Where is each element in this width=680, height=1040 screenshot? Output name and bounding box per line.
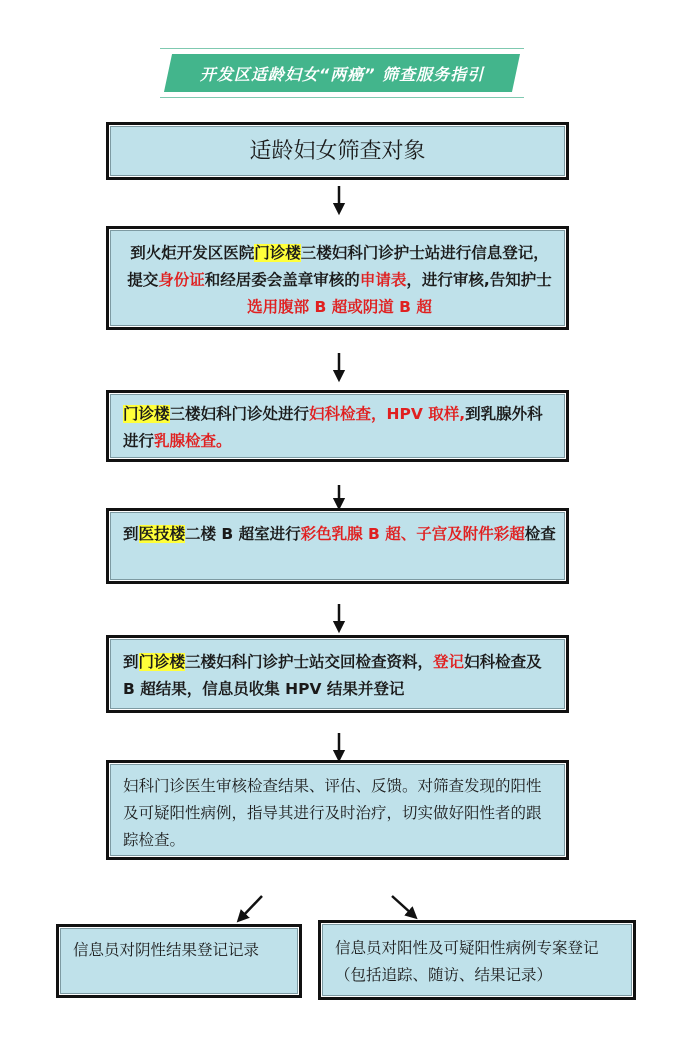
step-registration-box: [106, 226, 569, 330]
positive-result-text: 信息员对阳性及可疑阳性病例专案登记（包括追踪、随访、结果记录）: [335, 939, 599, 984]
step1-highlight-building: 门诊楼: [254, 244, 301, 262]
step4-text-2: 三楼妇科门诊护士站交回检查资料，: [185, 653, 434, 671]
step3-emphasis-ultrasound: 彩色乳腺 B 超、子宫及附件彩超: [300, 525, 525, 543]
step1-emphasis-form: 申请表: [359, 271, 407, 289]
arrow-down-left-icon: [241, 896, 262, 918]
negative-result-box: [56, 924, 302, 998]
step-gyn-exam-box: [106, 390, 569, 462]
step1-emphasis-id: 身份证: [158, 271, 205, 289]
positive-result-box: [318, 920, 636, 1000]
step-review-text: 妇科门诊医生审核检查结果、评估、反馈。对筛查发现的阳性及可疑阳性病例，指导其进行及时治疗，切实做好阳性者的跟踪检查。: [123, 777, 542, 849]
title-banner: [160, 46, 524, 100]
step4-highlight-building: 门诊楼: [138, 653, 186, 671]
page-title: 开发区适龄妇女“两癌” 筛查服务指引: [199, 64, 485, 84]
step-return-results-text: [123, 649, 556, 703]
step2-emphasis-gyn: 妇科检查，HPV 取样,: [309, 405, 466, 423]
step4-text-1: 到: [123, 653, 139, 671]
step1-text-1: 到火炬开发区医院: [130, 244, 255, 262]
step1-text-2: 三楼妇科门诊护士站进行信息登记，提交: [127, 244, 549, 289]
step-gyn-exam-text: [123, 401, 556, 455]
step3-text-3: 检查: [524, 525, 556, 543]
step1-emphasis-ultrasound: 选用腹部 B 超或阴道 B 超: [247, 298, 432, 316]
arrow-down-right-icon: [392, 896, 413, 915]
step-return-results-box: [106, 635, 569, 713]
step-ultrasound-box: [106, 508, 569, 584]
step-registration-text: [123, 240, 556, 321]
step1-text-4: ，进行审核,告知护士: [406, 271, 552, 289]
title-divider-top: [160, 48, 524, 49]
negative-result-text: 信息员对阴性结果登记记录: [73, 941, 260, 959]
step1-text-3: 和经居委会盖章审核的: [204, 271, 360, 289]
step2-highlight-building: 门诊楼: [123, 405, 170, 423]
step-ultrasound-text: [123, 521, 556, 548]
screening-target-box: [106, 122, 569, 180]
step2-emphasis-breast: 乳腺检查。: [154, 432, 232, 450]
screening-target-label: 适龄妇女筛查对象: [249, 138, 426, 164]
step2-text-1: 三楼妇科门诊处进行: [169, 405, 310, 423]
step4-emphasis-register: 登记: [433, 653, 465, 671]
step-review-box: [106, 760, 569, 860]
step3-text-1: 到: [123, 525, 139, 543]
step4-text-3: 妇科检查及 B 超结果，信息员收集 HPV 结果并登记: [123, 653, 542, 698]
step2-text-2: 到乳腺外科进行: [123, 405, 543, 450]
title-divider-bottom: [160, 97, 524, 98]
step3-text-2: 二楼 B 超室进行: [185, 525, 301, 543]
step3-highlight-building: 医技楼: [138, 525, 186, 543]
